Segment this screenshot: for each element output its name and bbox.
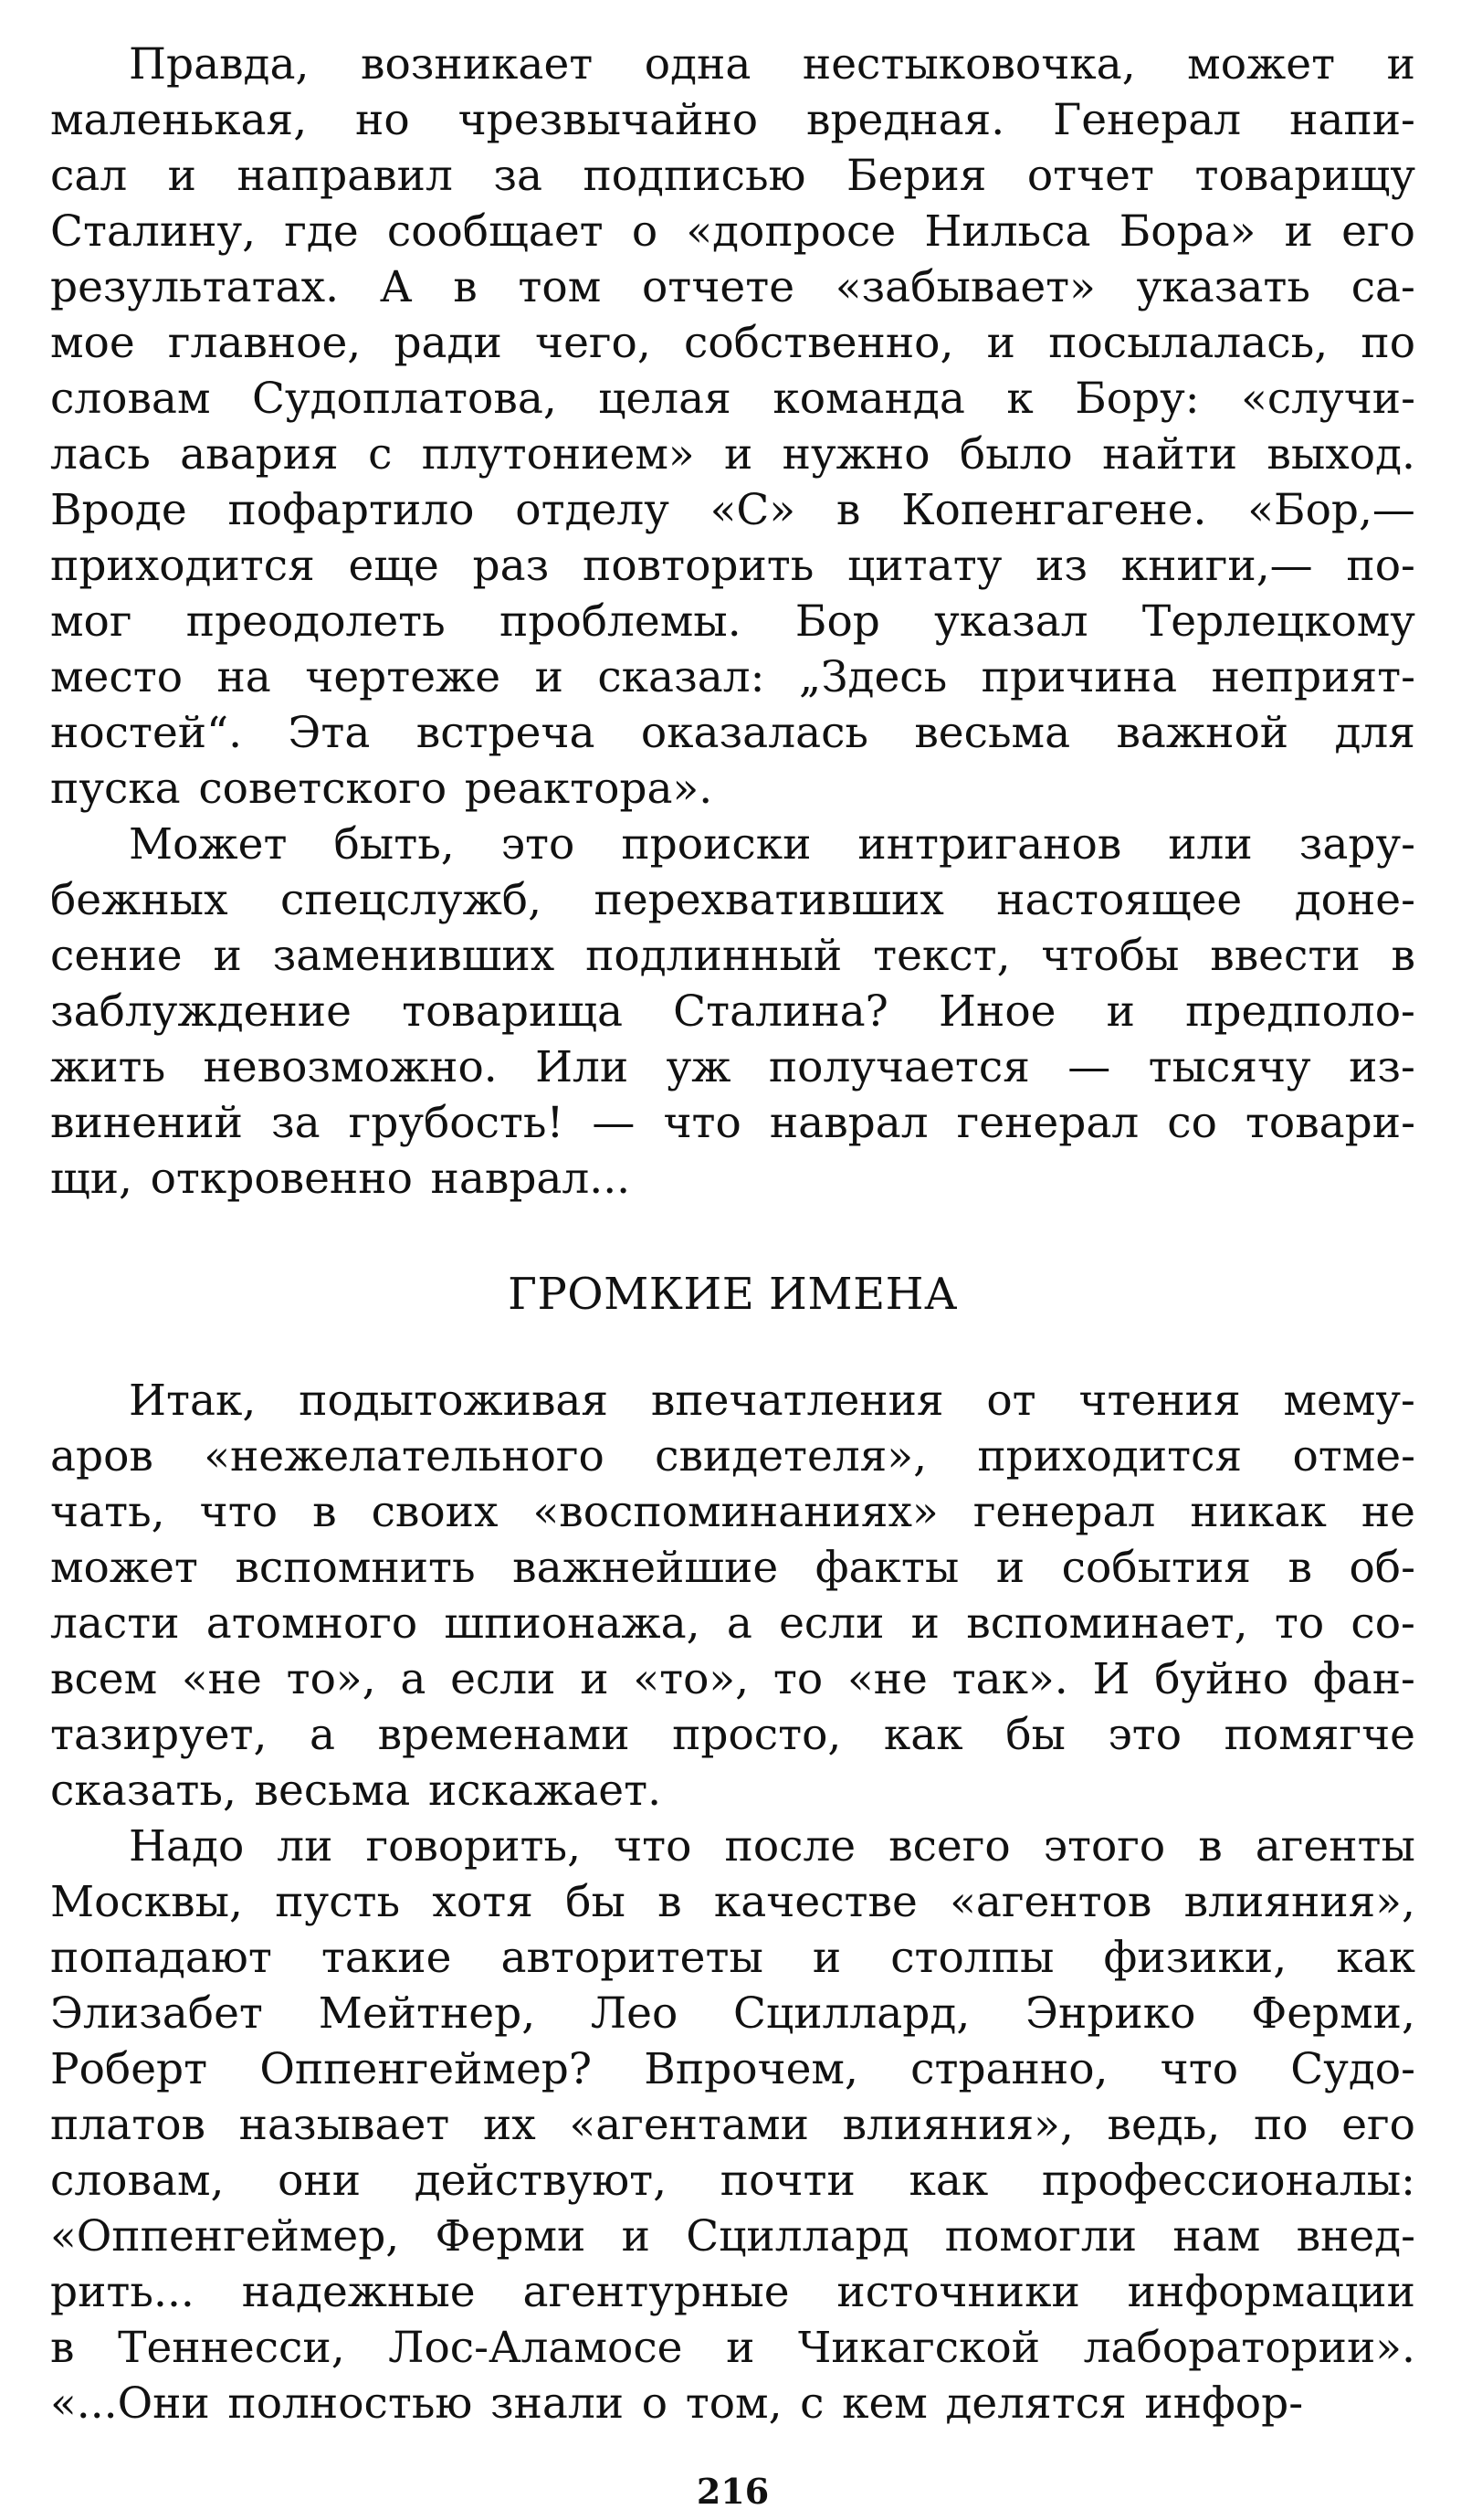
text-line: сение и заменивших подлинный текст, чтобы ввести в bbox=[50, 931, 1415, 981]
paragraph bbox=[50, 1819, 1415, 2431]
text-section-bottom bbox=[50, 1373, 1415, 2431]
text-line: Сталину, где сообщает о «допросе Нильса Бора» и его bbox=[50, 206, 1415, 257]
text-line: словам Судоплатова, целая команда к Бору: «случи- bbox=[50, 374, 1415, 424]
text-line: бежных спецслужб, перехвативших настоящее доне- bbox=[50, 875, 1415, 925]
text-line: винений за грубость! — что наврал генерал со товари- bbox=[50, 1098, 1415, 1148]
text-line: Итак, подытоживая впечатления от чтения мему- bbox=[129, 1376, 1415, 1426]
text-line: сал и направил за подписью Берия отчет товарищу bbox=[50, 151, 1415, 201]
text-line: тазирует, а временами просто, как бы это помягче bbox=[50, 1710, 1415, 1760]
text-line: щи, откровенно наврал... bbox=[50, 1154, 631, 1204]
text-line: Может быть, это происки интриганов или зару- bbox=[129, 819, 1415, 870]
text-line: Правда, возникает одна нестыковочка, может и bbox=[129, 39, 1415, 90]
text-line: «...Они полностью знали о том, с кем делятся инфор- bbox=[50, 2378, 1304, 2429]
page-number: 216 bbox=[696, 2471, 770, 2512]
text-line: мог преодолеть проблемы. Бор указал Терлецкому bbox=[50, 596, 1415, 647]
text-line: место на чертеже и сказал: „Здесь причина неприят- bbox=[50, 652, 1415, 702]
text-line: сказать, весьма искажает. bbox=[50, 1766, 662, 1816]
text-line: «Оппенгеймер, Ферми и Сциллард помогли нам внед- bbox=[50, 2211, 1415, 2262]
text-line: Элизабет Мейтнер, Лео Сциллард, Энрико Ферми, bbox=[50, 1988, 1415, 2039]
text-line: рить... надежные агентурные источники информации bbox=[50, 2267, 1415, 2317]
text-line: аров «нежелательного свидетеля», приходится отме- bbox=[50, 1431, 1415, 1481]
text-line: результатах. А в том отчете «забывает» указать са- bbox=[50, 262, 1415, 312]
text-line: ласти атомного шпионажа, а если и вспоминает, то со- bbox=[50, 1598, 1415, 1649]
text-line: пуска советского реактора». bbox=[50, 764, 713, 814]
text-line: мое главное, ради чего, собственно, и посылалась, по bbox=[50, 318, 1415, 368]
text-line: жить невозможно. Или уж получается — тысячу из- bbox=[50, 1042, 1415, 1092]
text-line: платов называет их «агентами влияния», ведь, по его bbox=[50, 2100, 1415, 2150]
text-section-top bbox=[50, 37, 1415, 1207]
text-line: Роберт Оппенгеймер? Впрочем, странно, что Судо- bbox=[50, 2044, 1415, 2094]
text-line: маленькая, но чрезвычайно вредная. Генерал напи- bbox=[50, 95, 1415, 145]
paragraph bbox=[50, 1373, 1415, 1819]
paragraph bbox=[50, 37, 1415, 817]
text-line: заблуждение товарища Сталина? Иное и предполо- bbox=[50, 986, 1415, 1037]
paragraph bbox=[50, 817, 1415, 1207]
text-line: Надо ли говорить, что после всего этого в агенты bbox=[129, 1821, 1415, 1872]
text-line: в Теннесси, Лос-Аламосе и Чикагской лаборатории». bbox=[50, 2323, 1415, 2373]
text-line: может вспомнить важнейшие факты и события в об- bbox=[50, 1543, 1415, 1593]
section-heading: ГРОМКИЕ ИМЕНА bbox=[508, 1269, 958, 1320]
text-line: ностей“. Эта встреча оказалась весьма важной для bbox=[50, 708, 1415, 758]
text-line: всем «не то», а если и «то», то «не так». И буйно фан- bbox=[50, 1654, 1415, 1704]
text-line: Вроде пофартило отделу «С» в Копенгагене. «Бор,— bbox=[50, 485, 1415, 535]
section-heading-block bbox=[50, 1265, 1415, 1323]
book-page bbox=[50, 37, 1415, 2512]
text-line: словам, они действуют, почти как профессионалы: bbox=[50, 2156, 1415, 2206]
text-line: чать, что в своих «воспоминаниях» генерал никак не bbox=[50, 1487, 1415, 1537]
text-line: лась авария с плутонием» и нужно было найти выход. bbox=[50, 429, 1415, 480]
text-line: приходится еще раз повторить цитату из книги,— по- bbox=[50, 541, 1415, 591]
text-line: попадают такие авторитеты и столпы физики, как bbox=[50, 1933, 1415, 1983]
text-line: Москвы, пусть хотя бы в качестве «агентов влияния», bbox=[50, 1877, 1415, 1927]
